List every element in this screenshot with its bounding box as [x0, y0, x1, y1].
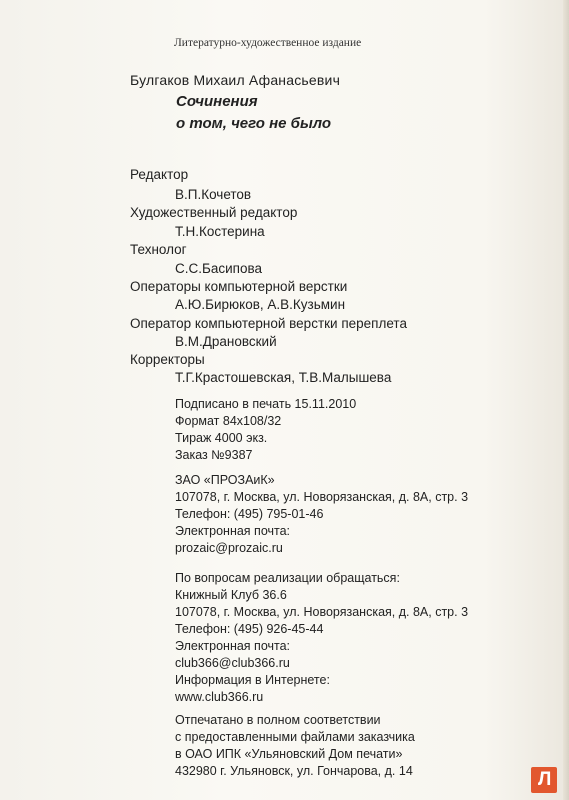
publisher-address: 107078, г. Москва, ул. Новорязанская, д. 8А, стр. 3 — [175, 490, 469, 504]
author-name: Булгаков Михаил Афанасьевич — [130, 72, 341, 88]
logo-letter: Л — [538, 769, 552, 790]
labirint-logo-icon — [531, 767, 557, 793]
credit-name: А.Ю.Бирюков, А.В.Кузьмин — [175, 297, 346, 312]
credit-role: Художественный редактор — [130, 205, 298, 220]
signed-to-print: Подписано в печать 15.11.2010 — [175, 397, 357, 411]
publisher-email-label: Электронная почта: — [175, 524, 291, 538]
credit-name: В.П.Кочетов — [175, 187, 252, 202]
publisher-block — [175, 472, 468, 557]
printing-block — [175, 712, 415, 780]
publisher-name: ЗАО «ПРОЗАиК» — [175, 473, 275, 487]
print-info-block — [175, 396, 356, 464]
print-run: Тираж 4000 экз. — [175, 431, 268, 445]
printing-line: с предоставленными файлами заказчика — [175, 730, 415, 744]
credit-role: Корректоры — [130, 352, 205, 367]
distributor-address: 107078, г. Москва, ул. Новорязанская, д. 8А, стр. 3 — [175, 605, 469, 619]
credit-name: В.М.Драновский — [175, 334, 277, 349]
book-title-line2: о том, чего не было — [176, 115, 332, 132]
distributor-name: Книжный Клуб 36.6 — [175, 588, 287, 602]
page-edge — [563, 0, 569, 800]
distributor-website: www.club366.ru — [175, 690, 264, 704]
credit-role: Оператор компьютерной верстки переплета — [130, 316, 407, 331]
credit-role: Редактор — [130, 167, 189, 182]
distributor-email: club366@club366.ru — [175, 656, 290, 670]
credit-name: Т.Н.Костерина — [175, 224, 265, 239]
distribution-block — [175, 570, 468, 706]
printing-line: в ОАО ИПК «Ульяновский Дом печати» — [175, 747, 403, 761]
distributor-web-label: Информация в Интернете: — [175, 673, 330, 687]
format: Формат 84x108/32 — [175, 414, 282, 428]
credit-name: С.С.Басипова — [175, 261, 263, 276]
distributor-email-label: Электронная почта: — [175, 639, 291, 653]
printing-line: Отпечатано в полном соответствии — [175, 713, 381, 727]
distribution-heading: По вопросам реализации обращаться: — [175, 571, 400, 585]
distributor-phone: Телефон: (495) 926-45-44 — [175, 622, 324, 636]
order-number: Заказ №9387 — [175, 448, 253, 462]
publisher-email: prozaic@prozaic.ru — [175, 541, 283, 555]
publisher-phone: Телефон: (495) 795-01-46 — [175, 507, 324, 521]
credit-role: Операторы компьютерной верстки — [130, 279, 348, 294]
printing-line: 432980 г. Ульяновск, ул. Гончарова, д. 14 — [175, 764, 413, 778]
edition-type: Литературно-художественное издание — [174, 37, 362, 49]
book-title-line1: Сочинения — [176, 93, 258, 110]
credit-role: Технолог — [130, 242, 187, 257]
credit-name: Т.Г.Крастошевская, Т.В.Малышева — [175, 370, 392, 385]
